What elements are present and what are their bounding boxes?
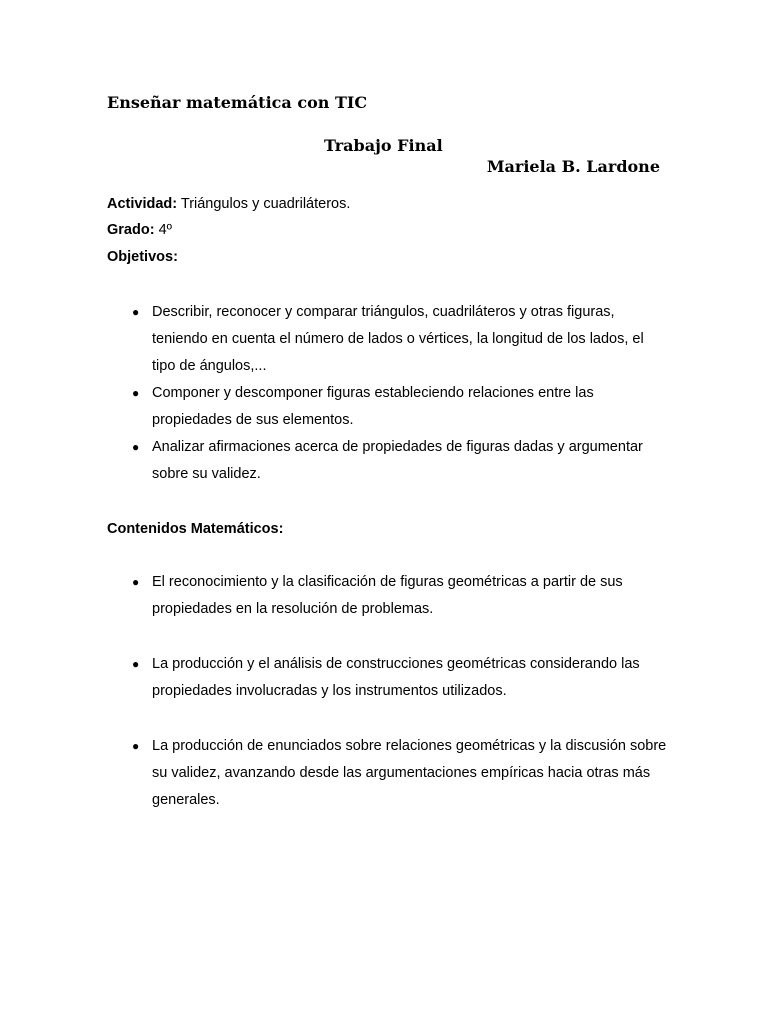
list-item <box>107 299 667 380</box>
bullet-icon: ● <box>132 305 140 319</box>
list-item <box>107 651 667 705</box>
grade-value: 4º <box>158 222 172 238</box>
objective-text: Analizar afirmaciones acerca de propiedades de figuras dadas y argumentar sobre su validez. <box>152 439 643 482</box>
objectives-heading: Objetivos: <box>107 249 178 265</box>
activity-field <box>107 196 350 212</box>
bullet-icon: ● <box>132 440 140 454</box>
objective-text: Describir, reconocer y comparar triángulos, cuadriláteros y otras figuras, teniendo en cuenta el número de lados o vértices, la longitud de los lados, el tipo de ángulos,... <box>152 304 644 374</box>
objective-text: Componer y descomponer figuras estableciendo relaciones entre las propiedades de sus elementos. <box>152 385 594 428</box>
bullet-icon: ● <box>132 657 140 671</box>
activity-value: Triángulos y cuadriláteros. <box>180 196 351 212</box>
bullet-icon: ● <box>132 575 140 589</box>
objectives-list <box>107 299 667 488</box>
activity-label: Actividad: <box>107 196 178 212</box>
bullet-icon: ● <box>132 739 140 753</box>
contents-list <box>107 569 667 842</box>
list-item <box>107 569 667 623</box>
work-title: Trabajo Final <box>324 136 443 155</box>
grade-field <box>107 222 172 238</box>
grade-label: Grado: <box>107 222 155 238</box>
contents-heading: Contenidos Matemáticos: <box>107 521 284 537</box>
list-item <box>107 380 667 434</box>
course-title: Enseñar matemática con TIC <box>107 93 368 112</box>
content-text: La producción y el análisis de construcciones geométricas considerando las propiedades involucradas y los instrumentos utilizados. <box>152 656 640 699</box>
list-item <box>107 733 667 814</box>
bullet-icon: ● <box>132 386 140 400</box>
author-name: Mariela B. Lardone <box>486 157 660 176</box>
list-item <box>107 434 667 488</box>
content-text: La producción de enunciados sobre relaciones geométricas y la discusión sobre su validez, avanzando desde las argumentaciones empíricas hacia otras más generales. <box>152 738 667 808</box>
content-text: El reconocimiento y la clasificación de figuras geométricas a partir de sus propiedades en la resolución de problemas. <box>152 574 623 617</box>
